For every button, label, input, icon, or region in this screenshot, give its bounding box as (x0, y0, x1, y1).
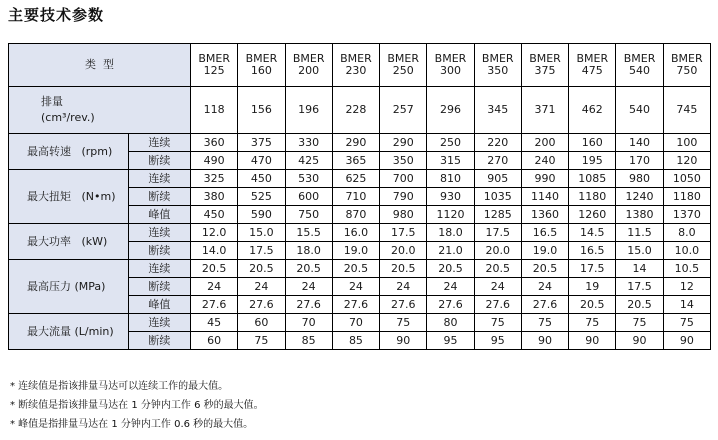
table-cell: 156 (238, 87, 285, 134)
table-cell: 700 (380, 170, 427, 188)
table-cell: 70 (285, 314, 332, 332)
table-cell: 12 (663, 278, 710, 296)
table-row (9, 260, 711, 278)
table-cell: 27.6 (380, 296, 427, 314)
table-cell: 15.0 (238, 224, 285, 242)
table-cell: 20.0 (380, 242, 427, 260)
table-cell: 24 (285, 278, 332, 296)
group-label: 最大流量 (L/min) (9, 314, 129, 350)
sub-label: 连续 (128, 134, 190, 152)
table-cell: 20.5 (285, 260, 332, 278)
table-cell: 10.0 (663, 242, 710, 260)
spec-table (8, 43, 711, 350)
table-cell: 100 (663, 134, 710, 152)
table-cell: 24 (332, 278, 379, 296)
table-cell: 20.5 (191, 260, 238, 278)
table-row (9, 134, 711, 152)
table-cell: 75 (521, 314, 568, 332)
model-number: 125 (203, 64, 225, 77)
model-number: 475 (581, 64, 603, 77)
sub-label: 断续 (128, 188, 190, 206)
model-header (380, 44, 427, 87)
table-cell: 270 (474, 152, 521, 170)
table-cell: 27.6 (474, 296, 521, 314)
notes (10, 377, 264, 434)
table-cell: 17.5 (616, 278, 663, 296)
sub-label: 连续 (128, 224, 190, 242)
model-header (238, 44, 285, 87)
table-cell: 27.6 (191, 296, 238, 314)
group-label: 最大扭矩 (N•m) (9, 170, 129, 224)
table-cell: 450 (238, 170, 285, 188)
header-row (9, 44, 711, 87)
table-cell: 462 (569, 87, 616, 134)
table-cell: 525 (238, 188, 285, 206)
table-cell: 14.0 (191, 242, 238, 260)
table-cell: 20.5 (569, 296, 616, 314)
table-cell: 905 (474, 170, 521, 188)
displacement-label-name: 排量 (41, 95, 63, 108)
table-cell: 85 (285, 332, 332, 350)
table-cell: 540 (616, 87, 663, 134)
table-cell: 250 (427, 134, 474, 152)
sub-label: 连续 (128, 170, 190, 188)
table-cell: 1370 (663, 206, 710, 224)
table-cell: 375 (238, 134, 285, 152)
table-cell: 24 (474, 278, 521, 296)
table-cell: 710 (332, 188, 379, 206)
table-cell: 170 (616, 152, 663, 170)
table-cell: 75 (663, 314, 710, 332)
model-number: 350 (487, 64, 509, 77)
table-cell: 17.5 (380, 224, 427, 242)
sub-label: 峰值 (128, 206, 190, 224)
model-header (569, 44, 616, 87)
table-cell: 75 (474, 314, 521, 332)
table-cell: 425 (285, 152, 332, 170)
table-cell: 90 (569, 332, 616, 350)
table-cell: 315 (427, 152, 474, 170)
model-name: BMER (245, 52, 278, 65)
table-cell: 90 (663, 332, 710, 350)
model-name: BMER (529, 52, 561, 65)
model-number: 250 (392, 64, 414, 77)
table-cell: 11.5 (616, 224, 663, 242)
table-cell: 45 (191, 314, 238, 332)
table-cell: 195 (569, 152, 616, 170)
table-cell: 16.0 (332, 224, 379, 242)
table-cell: 980 (616, 170, 663, 188)
table-cell: 19.0 (332, 242, 379, 260)
type-header: 类 型 (9, 44, 191, 87)
table-cell: 75 (569, 314, 616, 332)
table-cell: 330 (285, 134, 332, 152)
page-title: 主要技术参数 (8, 6, 105, 24)
table-cell: 24 (521, 278, 568, 296)
table-cell: 1260 (569, 206, 616, 224)
model-number: 300 (439, 64, 461, 77)
model-number: 160 (250, 64, 272, 77)
table-cell: 19.0 (521, 242, 568, 260)
table-cell: 810 (427, 170, 474, 188)
table-cell: 371 (521, 87, 568, 134)
model-number: 200 (298, 64, 320, 77)
table-cell: 745 (663, 87, 710, 134)
model-header (521, 44, 568, 87)
table-cell: 17.5 (569, 260, 616, 278)
sub-label: 连续 (128, 314, 190, 332)
table-cell: 14.5 (569, 224, 616, 242)
table-cell: 17.5 (238, 242, 285, 260)
group-label: 最高转速 (rpm) (9, 134, 129, 170)
table-cell: 1180 (569, 188, 616, 206)
sub-label: 峰值 (128, 296, 190, 314)
table-cell: 19 (569, 278, 616, 296)
model-name: BMER (292, 52, 325, 65)
table-cell: 625 (332, 170, 379, 188)
table-cell: 14 (663, 296, 710, 314)
table-row (9, 170, 711, 188)
model-header (616, 44, 663, 87)
table-cell: 590 (238, 206, 285, 224)
table-cell: 90 (616, 332, 663, 350)
table-row (9, 314, 711, 332)
table-cell: 200 (521, 134, 568, 152)
table-cell: 85 (332, 332, 379, 350)
table-cell: 17.5 (474, 224, 521, 242)
table-cell: 257 (380, 87, 427, 134)
table-cell: 140 (616, 134, 663, 152)
table-cell: 70 (332, 314, 379, 332)
table-cell: 20.5 (427, 260, 474, 278)
table-cell: 160 (569, 134, 616, 152)
model-name: BMER (387, 52, 420, 65)
table-cell: 95 (427, 332, 474, 350)
table-cell: 1180 (663, 188, 710, 206)
table-cell: 90 (521, 332, 568, 350)
table-cell: 1035 (474, 188, 521, 206)
table-cell: 16.5 (521, 224, 568, 242)
table-cell: 80 (427, 314, 474, 332)
model-number: 750 (676, 64, 698, 77)
model-name: BMER (340, 52, 372, 65)
table-cell: 490 (191, 152, 238, 170)
table-cell: 1240 (616, 188, 663, 206)
model-name: BMER (576, 52, 609, 65)
model-header (285, 44, 332, 87)
sub-label: 断续 (128, 278, 190, 296)
table-cell: 240 (521, 152, 568, 170)
table-cell: 990 (521, 170, 568, 188)
table-cell: 15.0 (616, 242, 663, 260)
table-cell: 95 (474, 332, 521, 350)
table-cell: 470 (238, 152, 285, 170)
table-cell: 118 (191, 87, 238, 134)
table-cell: 27.6 (238, 296, 285, 314)
table-cell: 15.5 (285, 224, 332, 242)
table-cell: 24 (427, 278, 474, 296)
group-label: 最大功率 (kW) (9, 224, 129, 260)
model-number: 375 (534, 64, 556, 77)
model-number: 230 (345, 64, 367, 77)
table-cell: 21.0 (427, 242, 474, 260)
model-header (332, 44, 379, 87)
table-cell: 75 (238, 332, 285, 350)
table-cell: 14 (616, 260, 663, 278)
table-cell: 75 (380, 314, 427, 332)
table-cell: 450 (191, 206, 238, 224)
table-cell: 16.5 (569, 242, 616, 260)
model-header (663, 44, 710, 87)
table-cell: 325 (191, 170, 238, 188)
table-cell: 980 (380, 206, 427, 224)
note-line: * 断续值是指该排量马达在 1 分钟内工作 6 秒的最大值。 (10, 400, 264, 411)
table-row (9, 224, 711, 242)
table-cell: 10.5 (663, 260, 710, 278)
table-cell: 1085 (569, 170, 616, 188)
note-line: * 峰值是指排量马达在 1 分钟内工作 0.6 秒的最大值。 (10, 419, 254, 430)
table-cell: 60 (191, 332, 238, 350)
group-label: 最高压力 (MPa) (9, 260, 129, 314)
table-cell: 350 (380, 152, 427, 170)
table-cell: 290 (380, 134, 427, 152)
table-cell: 1285 (474, 206, 521, 224)
model-name: BMER (623, 52, 656, 65)
table-cell: 24 (380, 278, 427, 296)
table-cell: 18.0 (285, 242, 332, 260)
table-cell: 1360 (521, 206, 568, 224)
model-number: 540 (629, 64, 651, 77)
table-cell: 27.6 (285, 296, 332, 314)
table-cell: 1140 (521, 188, 568, 206)
table-cell: 20.5 (238, 260, 285, 278)
table-cell: 1050 (663, 170, 710, 188)
table-cell: 20.5 (332, 260, 379, 278)
note-line: * 连续值是指该排量马达可以连续工作的最大值。 (10, 381, 229, 392)
table-cell: 1380 (616, 206, 663, 224)
table-cell: 870 (332, 206, 379, 224)
displacement-label-unit: (cm³/rev.) (41, 111, 95, 124)
table-cell: 20.5 (474, 260, 521, 278)
table-cell: 120 (663, 152, 710, 170)
table-cell: 220 (474, 134, 521, 152)
model-name: BMER (481, 52, 514, 65)
table-cell: 90 (380, 332, 427, 350)
table-cell: 228 (332, 87, 379, 134)
displacement-label (9, 87, 191, 134)
table-cell: 8.0 (663, 224, 710, 242)
table-cell: 380 (191, 188, 238, 206)
table-cell: 24 (191, 278, 238, 296)
table-cell: 345 (474, 87, 521, 134)
table-cell: 20.5 (380, 260, 427, 278)
table-cell: 27.6 (521, 296, 568, 314)
sub-label: 连续 (128, 260, 190, 278)
table-cell: 18.0 (427, 224, 474, 242)
table-cell: 790 (380, 188, 427, 206)
sub-label: 断续 (128, 332, 190, 350)
table-cell: 20.5 (521, 260, 568, 278)
table-cell: 296 (427, 87, 474, 134)
model-header (427, 44, 474, 87)
table-cell: 930 (427, 188, 474, 206)
table-cell: 750 (285, 206, 332, 224)
model-header (191, 44, 238, 87)
table-cell: 60 (238, 314, 285, 332)
table-cell: 24 (238, 278, 285, 296)
table-cell: 27.6 (332, 296, 379, 314)
sub-label: 断续 (128, 242, 190, 260)
model-name: BMER (434, 52, 467, 65)
table-cell: 75 (616, 314, 663, 332)
table-cell: 1120 (427, 206, 474, 224)
table-cell: 360 (191, 134, 238, 152)
table-cell: 196 (285, 87, 332, 134)
sub-label: 断续 (128, 152, 190, 170)
table-cell: 27.6 (427, 296, 474, 314)
table-cell: 530 (285, 170, 332, 188)
model-name: BMER (198, 52, 230, 65)
table-cell: 20.5 (616, 296, 663, 314)
displacement-row (9, 87, 711, 134)
table-cell: 600 (285, 188, 332, 206)
table-cell: 20.0 (474, 242, 521, 260)
table-cell: 12.0 (191, 224, 238, 242)
table-cell: 365 (332, 152, 379, 170)
table-cell: 290 (332, 134, 379, 152)
model-name: BMER (671, 52, 703, 65)
model-header (474, 44, 521, 87)
